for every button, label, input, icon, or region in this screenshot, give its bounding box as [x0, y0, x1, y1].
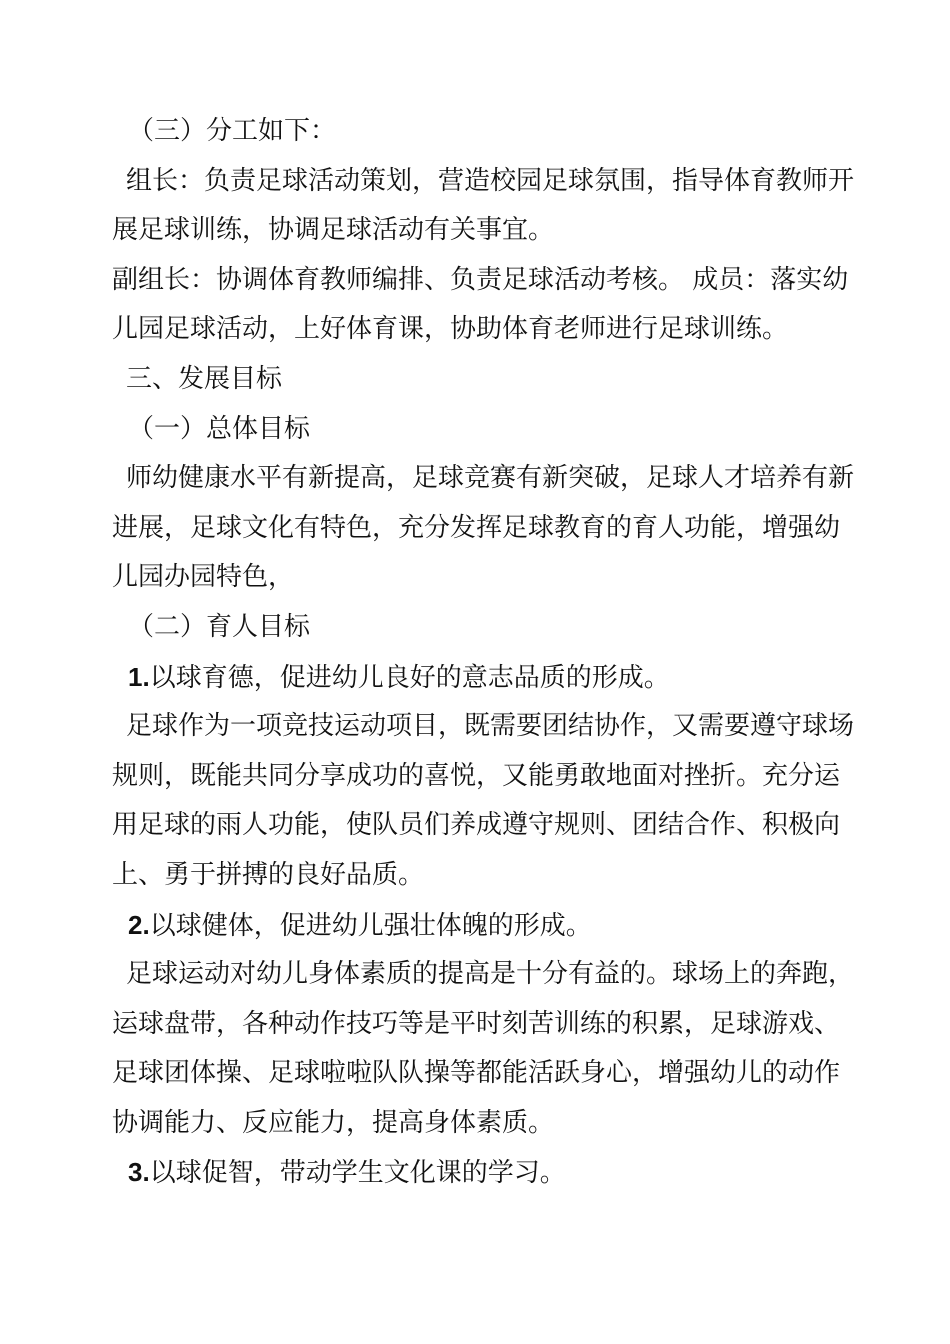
document-body	[112, 107, 855, 1198]
paragraph-line: 用足球的雨人功能，使队员们养成遵守规则、团结合作、积极向	[112, 810, 841, 841]
paragraph-line: 儿园办园特色，	[112, 562, 295, 593]
paragraph-line: 足球团体操、足球啦啦队队操等都能活跃身心，增强幼儿的动作	[112, 1058, 841, 1089]
section-heading-development-goals: 三、发展目标	[126, 363, 283, 394]
numbered-item-3: 3.以球促智，带动学生文化课的学习。	[128, 1157, 566, 1189]
paragraph-line: 足球运动对幼儿身体素质的提高是十分有益的。球场上的奔跑，	[126, 959, 855, 990]
item-number: 1.	[128, 661, 150, 692]
paragraph-line: 展足球训练，协调足球活动有关事宜。	[112, 215, 555, 246]
paragraph-line: 副组长：协调体育教师编排、负责足球活动考核。 成员：落实幼	[112, 264, 849, 295]
paragraph-line: 协调能力、反应能力，提高身体素质。	[112, 1107, 555, 1138]
paragraph-line: 规则，既能共同分享成功的喜悦，又能勇敢地面对挫折。充分运	[112, 760, 841, 791]
paragraph-line: 足球作为一项竞技运动项目，既需要团结协作，又需要遵守球场	[126, 711, 855, 742]
numbered-item-1: 1.以球育德，促进幼儿良好的意志品质的形成。	[128, 661, 670, 693]
paragraph-line: 运球盘带，各种动作技巧等是平时刻苦训练的积累，足球游戏、	[112, 1008, 841, 1039]
numbered-item-2: 2.以球健体，促进幼儿强壮体魄的形成。	[128, 909, 592, 941]
paragraph-line: 组长：负责足球活动策划，营造校园足球氛围，指导体育教师开	[126, 165, 855, 196]
item-number: 2.	[128, 909, 150, 940]
paragraph-line: 师幼健康水平有新提高，足球竞赛有新突破，足球人才培养有新	[126, 463, 855, 494]
subsection-heading-education-goal: （二）育人目标	[128, 611, 311, 642]
section-heading-division-of-labor: （三）分工如下：	[128, 116, 337, 146]
paragraph-line: 儿园足球活动，上好体育课，协助体育老师进行足球训练。	[112, 314, 789, 345]
subsection-heading-overall-goal: （一）总体目标	[128, 413, 311, 444]
item-number: 3.	[128, 1157, 150, 1188]
paragraph-line: 进展，足球文化有特色，充分发挥足球教育的育人功能，增强幼	[112, 512, 841, 543]
paragraph-line: 上、勇于拼搏的良好品质。	[112, 859, 425, 890]
